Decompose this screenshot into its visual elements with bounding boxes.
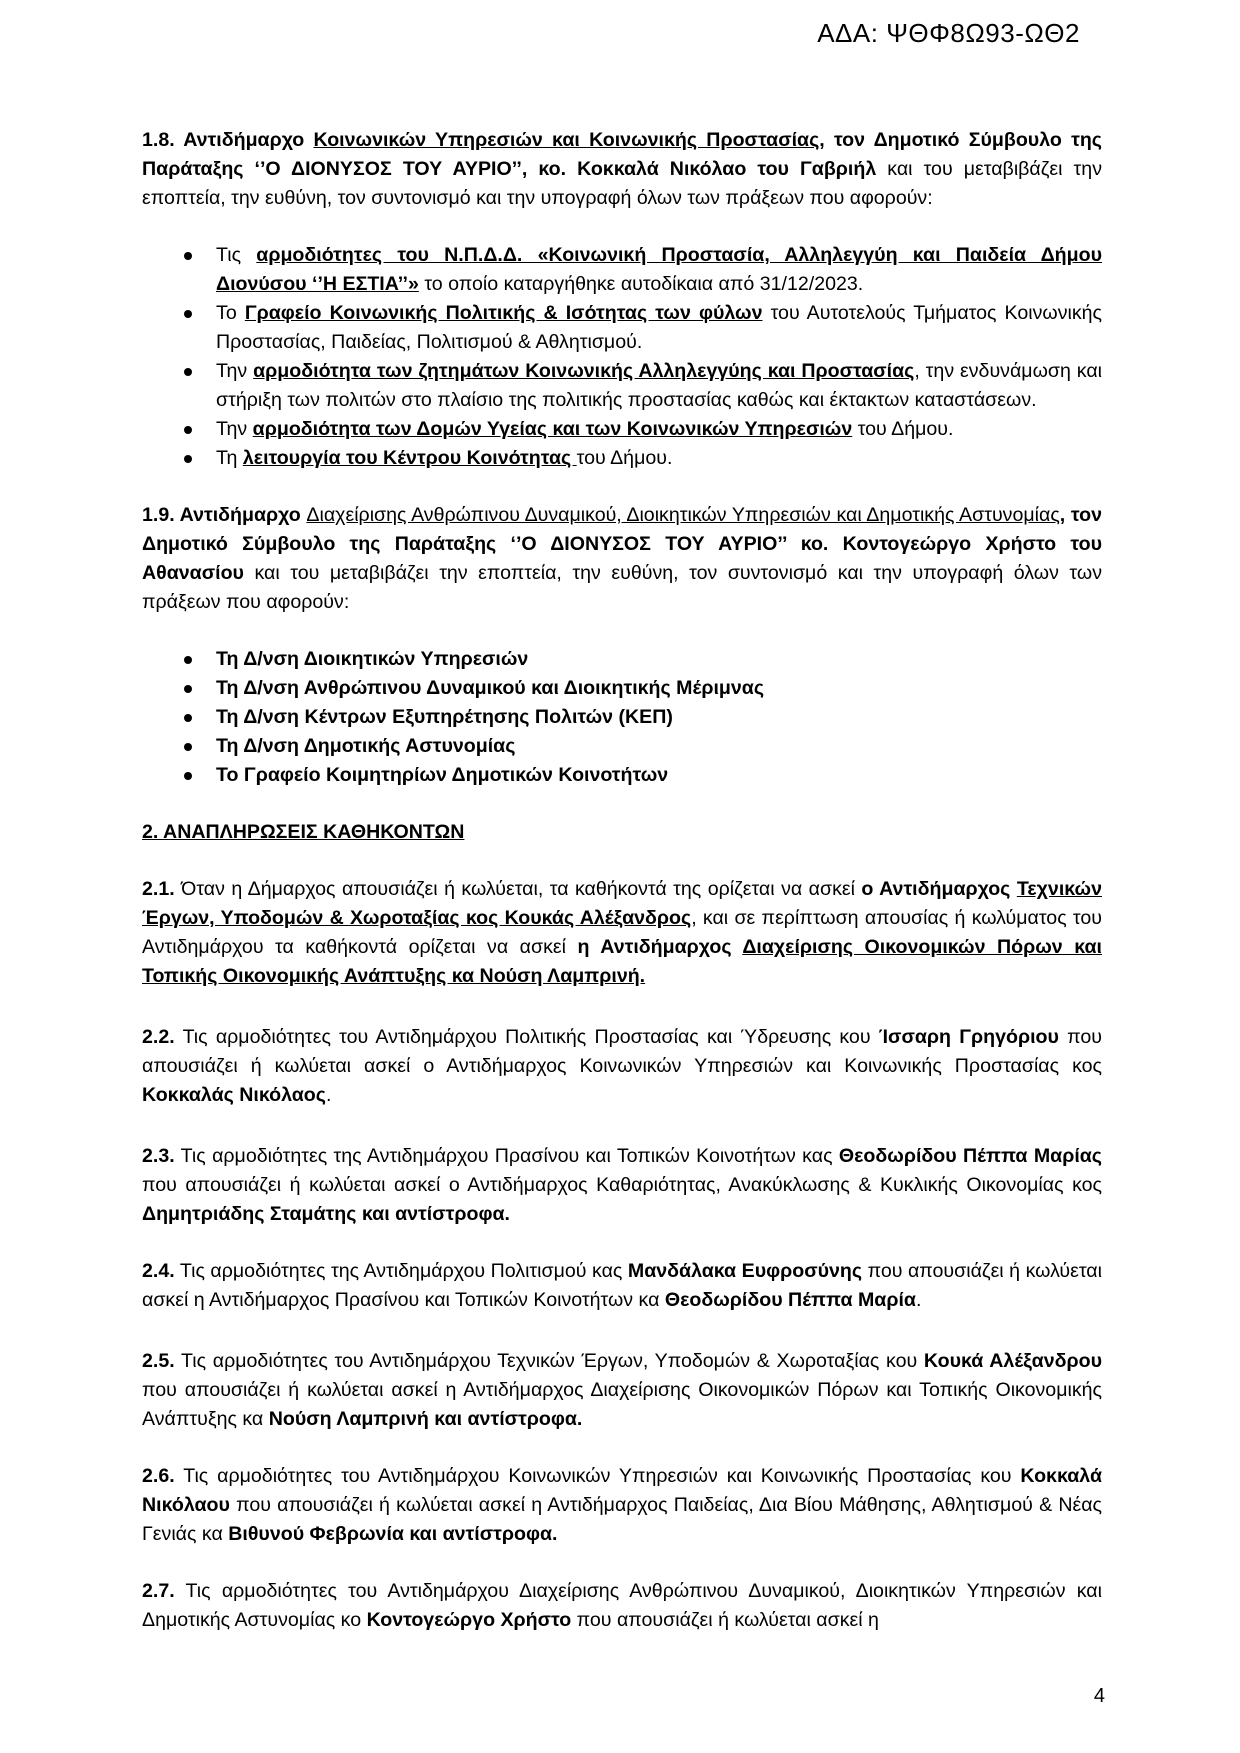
item-suffix: του Αυτοτελούς Τμήματος Κοινωνικής Προστασίας, Παιδείας, Πολιτισμού & Αθλητισμού. bbox=[216, 302, 1103, 353]
paragraph-number: 2.4. bbox=[142, 1260, 175, 1282]
item-text: Τη Δ/νση Διοικητικών Υπηρεσιών bbox=[216, 648, 529, 670]
item-prefix: Την bbox=[216, 418, 253, 440]
document-ada-code: ΑΔΑ: ΨΘΦ8Ω93-ΩΘ2 bbox=[817, 18, 1080, 48]
item-key: Γραφείο Κοινωνικής Πολιτικής & Ισότητας των φύλων bbox=[244, 302, 763, 324]
bold-text: Βιθυνού Φεβρωνία και αντίστροφα. bbox=[228, 1523, 558, 1545]
text: Τις αρμοδιότητες του Αντιδημάρχου Πολιτικής Προστασίας και Ύδρευσης κου bbox=[174, 1026, 879, 1048]
bold-text: Κοντογεώργο Χρήστο bbox=[366, 1609, 572, 1631]
item-key: αρμοδιότητες του Ν.Π.Δ.Δ. «Κοινωνική Προστασία, Αλληλεγγύη και Παιδεία Δήμου Διονύσου ‘’Η ΕΣΤΙΑ’’» bbox=[216, 244, 1102, 295]
paragraph-2-1 bbox=[142, 875, 1102, 991]
bullet-icon bbox=[184, 772, 192, 780]
paragraph-2-2 bbox=[142, 1023, 1102, 1110]
bold-text: Κουκά Αλέξανδρου bbox=[923, 1350, 1102, 1372]
bold-text: Δημητριάδης Σταμάτης και αντίστροφα. bbox=[142, 1203, 510, 1225]
item-key: αρμοδιότητα των Δομών Υγείας και των Κοινωνικών Υπηρεσιών bbox=[252, 418, 853, 440]
document-body bbox=[142, 126, 1102, 1635]
section-number: 1.8. Αντιδήμαρχο bbox=[142, 129, 314, 151]
portfolio-title: Διαχείρισης Ανθρώπινου Δυναμικού, Διοικητικών Υπηρεσιών και Δημοτικής Αστυνομίας bbox=[306, 504, 1060, 526]
bullet-icon bbox=[184, 368, 192, 376]
paragraph-number: 2.7. bbox=[142, 1580, 175, 1602]
bullet-icon bbox=[184, 252, 192, 260]
bullet-icon bbox=[184, 455, 192, 463]
bullet-icon bbox=[184, 743, 192, 751]
item-prefix: Τη bbox=[216, 447, 243, 469]
text: που απουσιάζει ή κωλύεται ασκεί η bbox=[571, 1609, 879, 1631]
paragraph-number: 2.3. bbox=[142, 1145, 175, 1167]
item-suffix: του Δήμου. bbox=[852, 418, 954, 440]
list-item bbox=[142, 241, 1102, 299]
item-prefix: Το bbox=[216, 302, 245, 324]
item-key: λειτουργία του Κέντρου Κοινότητας bbox=[242, 447, 577, 469]
bold-text: Θεοδωρίδου Πέππα Μαρία bbox=[664, 1289, 916, 1311]
section-number: 1.9. Αντιδήμαρχο bbox=[142, 504, 307, 526]
paragraph-2-4 bbox=[142, 1257, 1102, 1315]
bullet-icon bbox=[184, 426, 192, 434]
item-prefix: Τις bbox=[216, 244, 257, 266]
paragraph-number: 2.6. bbox=[142, 1465, 175, 1487]
item-prefix: Την bbox=[216, 360, 254, 382]
item-text: Τη Δ/νση Κέντρων Εξυπηρέτησης Πολιτών (ΚΕΠ) bbox=[216, 706, 673, 728]
delegation-text: και του μεταβιβάζει την εποπτεία, την ευθύνη, τον συντονισμό και την υπογραφή όλων των πράξεων που αφορούν: bbox=[142, 562, 1102, 613]
bullet-icon bbox=[184, 656, 192, 664]
text: . bbox=[325, 1084, 332, 1106]
item-key: αρμοδιότητα των ζητημάτων Κοινωνικής Αλληλεγγύης και Προστασίας bbox=[253, 360, 915, 382]
list-item bbox=[142, 415, 1102, 444]
section-1-9-list bbox=[142, 645, 1102, 790]
section-1-8-list bbox=[142, 241, 1102, 473]
text: που απουσιάζει ή κωλύεται ασκεί ο Αντιδήμαρχος Κοινωνικών Υπηρεσιών και Κοινωνικής Προστασίας κος bbox=[142, 1026, 1103, 1077]
text: Όταν η Δήμαρχος απουσιάζει ή κωλύεται, τα καθήκοντά της ορίζεται να ασκεί bbox=[174, 878, 862, 900]
text: που απουσιάζει ή κωλύεται ασκεί ο Αντιδήμαρχος Καθαριότητας, Ανακύκλωσης & Κυκλικής Οικονομίας κος bbox=[142, 1174, 1102, 1196]
page-number: 4 bbox=[1093, 1685, 1105, 1707]
section-1-8-intro bbox=[142, 126, 1102, 213]
bold-text: ο Αντιδήμαρχος bbox=[861, 878, 1017, 900]
appointee: , τον Δημοτικό Σύμβουλο της Παράταξης ‘’Ο ΔΙΟΝΥΣΟΣ ΤΟΥ ΑΥΡΙΟ’’ κο. Κοντογεώργο Χρήστο του Αθανασίου bbox=[142, 504, 1102, 584]
portfolio-title: Κοινωνικών Υπηρεσιών και Κοινωνικής Προστασίας, bbox=[313, 129, 825, 151]
paragraph-2-5 bbox=[142, 1347, 1102, 1434]
item-suffix: του Δήμου. bbox=[576, 447, 673, 469]
item-text: Τη Δ/νση Δημοτικής Αστυνομίας bbox=[216, 735, 516, 757]
text: Τις αρμοδιότητες της Αντιδημάρχου Πρασίνου και Τοπικών Κοινοτήτων κας bbox=[174, 1145, 839, 1167]
delegation-text: και του μεταβιβάζει την εποπτεία, την ευθύνη, τον συντονισμό και την υπογραφή όλων των πράξεων που αφορούν: bbox=[142, 158, 1102, 209]
item-text: Το Γραφείο Κοιμητηρίων Δημοτικών Κοινοτήτων bbox=[216, 764, 669, 786]
list-item bbox=[142, 703, 1102, 732]
paragraph-number: 2.2. bbox=[142, 1026, 175, 1048]
bold-text: Κοκκαλά Νικόλαου bbox=[142, 1465, 1102, 1516]
paragraph-2-3 bbox=[142, 1142, 1102, 1229]
bold-text: Θεοδωρίδου Πέππα Μαρίας bbox=[838, 1145, 1103, 1167]
list-item bbox=[142, 299, 1102, 357]
bold-underlined-text: Τεχνικών Έργων, Υποδομών & Χωροταξίας κος Κουκάς Αλέξανδρος bbox=[142, 878, 1102, 929]
text: που απουσιάζει ή κωλύεται ασκεί η Αντιδήμαρχος Παιδείας, Δια Βίου Μάθησης, Αθλητισμού & Νέας Γενιάς κα bbox=[142, 1494, 1102, 1545]
list-item bbox=[142, 732, 1102, 761]
text: . bbox=[915, 1289, 922, 1311]
bold-text: Νούση Λαμπρινή και αντίστροφα. bbox=[268, 1408, 583, 1430]
text: , και σε περίπτωση απουσίας ή κωλύματος του Αντιδημάρχου τα καθήκοντά ορίζεται να ασκεί bbox=[142, 907, 1103, 958]
text: που απουσιάζει ή κωλύεται ασκεί η Αντιδήμαρχος Διαχείρισης Οικονομικών Πόρων και Τοπικής Οικονομικής Ανάπτυξης κα bbox=[142, 1379, 1102, 1430]
text: Τις αρμοδιότητες του Αντιδημάρχου Κοινωνικών Υπηρεσιών και Κοινωνικής Προστασίας κου bbox=[174, 1465, 1021, 1487]
list-item bbox=[142, 645, 1102, 674]
bullet-icon bbox=[184, 310, 192, 318]
bold-text: Κοκκαλάς Νικόλαος bbox=[142, 1084, 326, 1106]
paragraph-number: 2.5. bbox=[142, 1350, 175, 1372]
item-text: Τη Δ/νση Ανθρώπινου Δυναμικού και Διοικητικής Μέριμνας bbox=[216, 677, 765, 699]
text: Τις αρμοδιότητες του Αντιδημάρχου Διαχείρισης Ανθρώπινου Δυναμικού, Διοικητικών Υπηρεσιών και Δημοτικής Αστυνομίας κο bbox=[142, 1580, 1102, 1631]
appointee: τον Δημοτικό Σύμβουλο της Παράταξης ‘’Ο ΔΙΟΝΥΣΟΣ ΤΟΥ ΑΥΡΙΟ’’, κο. Κοκκαλά Νικόλαο του Γαβριήλ bbox=[142, 129, 1102, 180]
bold-text: η Αντιδήμαρχος bbox=[577, 936, 743, 958]
item-suffix: , την ενδυνάμωση και στήριξη των πολιτών στο πλαίσιο της πολιτικής προστασίας καθώς και έκτακτων καταστάσεων. bbox=[216, 360, 1102, 411]
list-item bbox=[142, 357, 1102, 415]
text: που απουσιάζει ή κωλύεται ασκεί η Αντιδήμαρχος Πρασίνου και Τοπικών Κοινοτήτων κα bbox=[142, 1260, 1102, 1311]
bold-text: Μανδάλακα Ευφροσύνης bbox=[627, 1260, 863, 1282]
bullet-icon bbox=[184, 685, 192, 693]
bold-text: Ίσσαρη Γρηγόριου bbox=[878, 1026, 1059, 1048]
list-item bbox=[142, 761, 1102, 790]
section-1-9-intro bbox=[142, 501, 1102, 617]
paragraph-number: 2.1. bbox=[142, 878, 175, 900]
bold-underlined-text: Διαχείρισης Οικονομικών Πόρων και Τοπικής Οικονομικής Ανάπτυξης κα Νούση Λαμπρινή. bbox=[142, 936, 1102, 987]
paragraph-2-6 bbox=[142, 1462, 1102, 1549]
list-item bbox=[142, 674, 1102, 703]
text: Τις αρμοδιότητες του Αντιδημάρχου Τεχνικών Έργων, Υποδομών & Χωροταξίας κου bbox=[174, 1350, 924, 1372]
text: Τις αρμοδιότητες της Αντιδημάρχου Πολιτισμού κας bbox=[174, 1260, 628, 1282]
list-item bbox=[142, 444, 1102, 473]
bullet-icon bbox=[184, 714, 192, 722]
section-2-heading: 2. ΑΝΑΠΛΗΡΩΣΕΙΣ ΚΑΘΗΚΟΝΤΩΝ bbox=[142, 821, 465, 843]
paragraph-2-7 bbox=[142, 1577, 1102, 1635]
item-suffix: το οποίο καταργήθηκε αυτοδίκαια από 31/12/2023. bbox=[418, 273, 864, 295]
